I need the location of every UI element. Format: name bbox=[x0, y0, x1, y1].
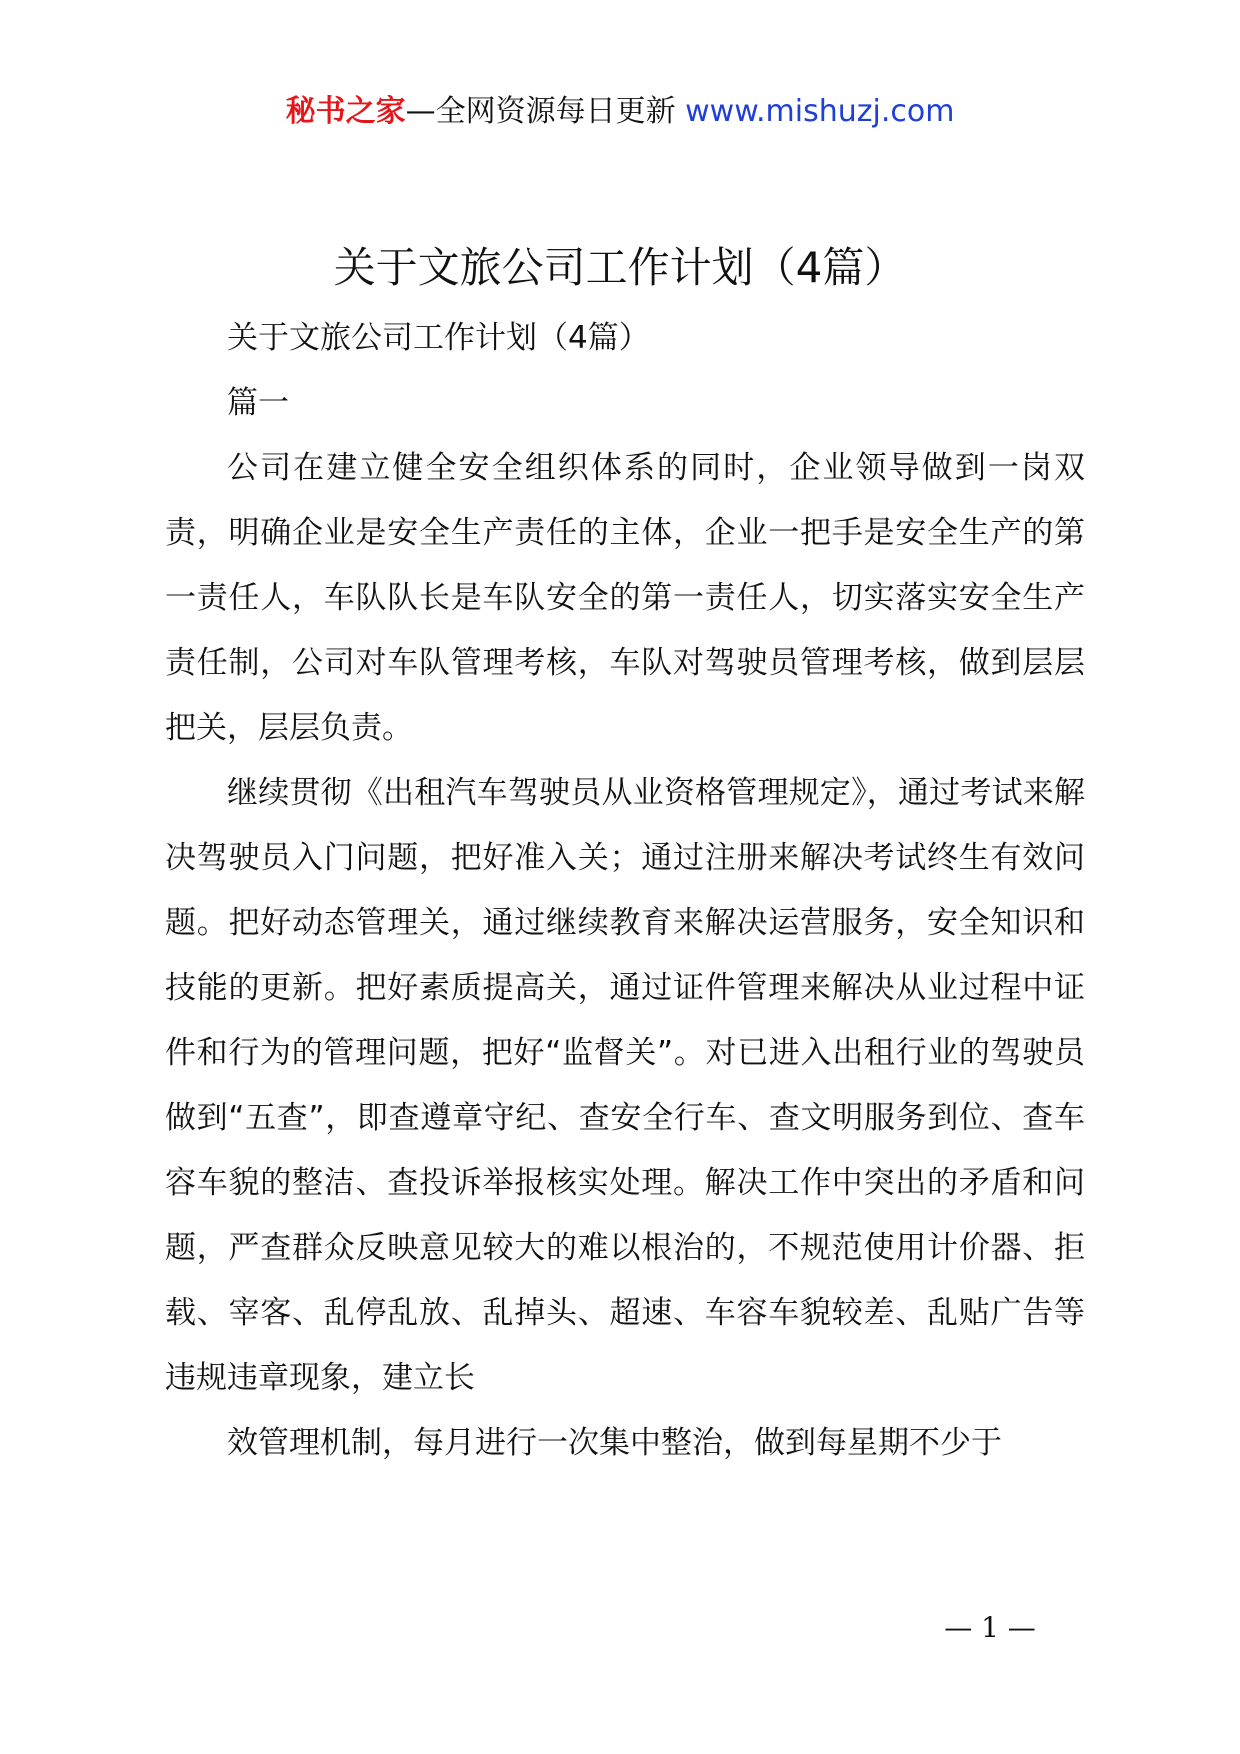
body-paragraph: 继续贯彻《出租汽车驾驶员从业资格管理规定》，通过考试来解决驾驶员入门问题，把好准入关；通过注册来解决考试终生有效问题。把好动态管理关，通过继续教育来解决运营服务，安全知识和技能的更新。把好素质提高关，通过证件管理来解决从业过程中证件和行为的管理问题，把好“监督关”。对已进入出租行业的驾驶员做到“五查”，即查遵章守纪、查安全行车、查文明服务到位、查车容车貌的整洁、查投诉举报核实处理。解决工作中突出的矛盾和问题，严查群众反映意见较大的难以根治的，不规范使用计价器、拒载、宰客、乱停乱放、乱掉头、超速、车容车貌较差、乱贴广告等违规违章现象，建立长 bbox=[165, 775, 1085, 1396]
body-paragraph: 效管理机制，每月进行一次集中整治，做到每星期不少于 bbox=[227, 1425, 1002, 1461]
body-paragraph: 公司在建立健全安全组织体系的同时，企业领导做到一岗双责，明确企业是安全生产责任的主体，企业一把手是安全生产的第一责任人，车队队长是车队安全的第一责任人，切实落实安全生产责任制，公司对车队管理考核，车队对驾驶员管理考核，做到层层把关，层层负责。 bbox=[165, 450, 1085, 746]
page-number: — 1 — bbox=[944, 1611, 1036, 1644]
site-brand: 秘书之家 bbox=[285, 94, 406, 129]
site-tagline: —全网资源每日更新 bbox=[405, 94, 686, 129]
site-url-link[interactable]: www.mishuzj.com bbox=[685, 94, 955, 129]
document-body bbox=[165, 306, 1085, 1476]
body-paragraph: 关于文旅公司工作计划（4篇） bbox=[227, 320, 650, 356]
document-title: 关于文旅公司工作计划（4篇） bbox=[333, 243, 907, 292]
site-header bbox=[0, 92, 1240, 132]
body-paragraph: 篇一 bbox=[227, 385, 289, 421]
